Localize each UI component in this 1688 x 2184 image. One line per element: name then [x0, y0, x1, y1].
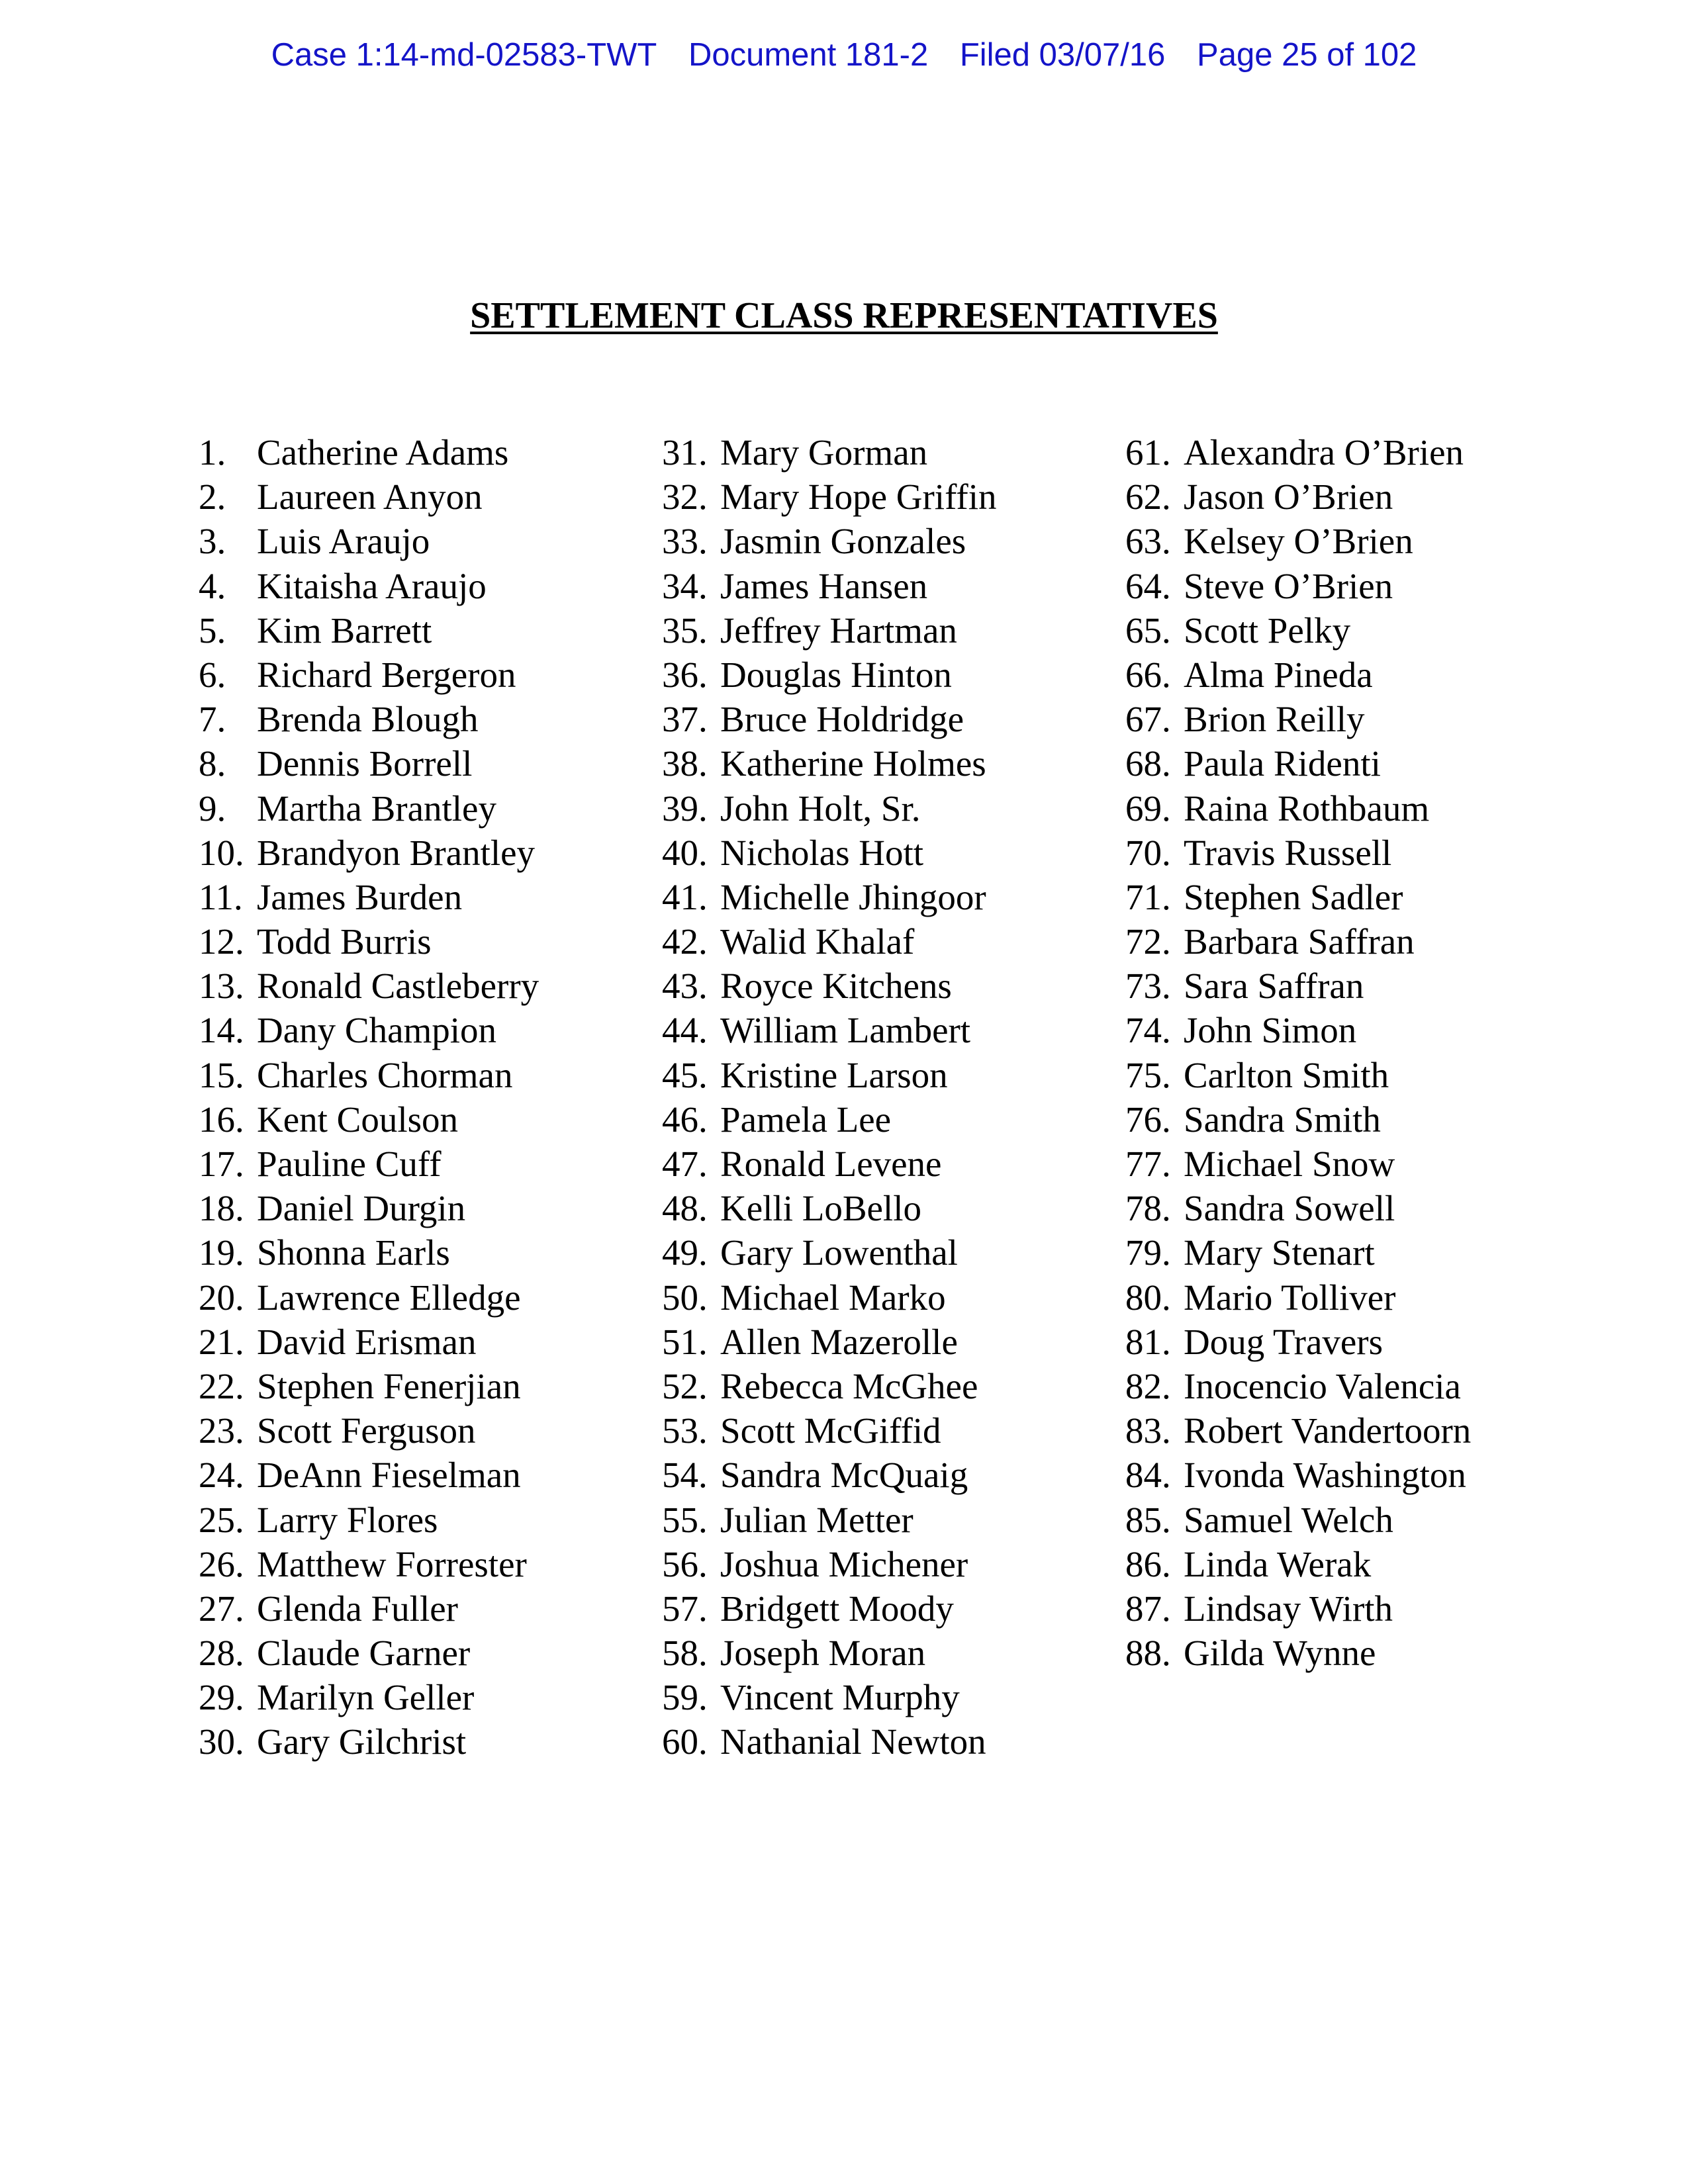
entry-number: 33. [662, 521, 708, 562]
filed-date: Filed 03/07/16 [959, 37, 1166, 73]
representative-entry [199, 475, 675, 519]
entry-number: 87. [1125, 1588, 1171, 1629]
representative-entry [1125, 475, 1602, 519]
representative-name: Michael Snow [1184, 1144, 1395, 1184]
representative-entry [1125, 1142, 1602, 1186]
entry-number: 72. [1125, 921, 1171, 962]
representative-name: Sandra McQuaig [720, 1455, 968, 1496]
representative-name: Carlton Smith [1184, 1054, 1389, 1095]
entry-number: 39. [662, 788, 708, 829]
entry-number: 67. [1125, 699, 1171, 740]
representative-entry [662, 741, 1139, 786]
representative-entry [662, 919, 1139, 964]
entry-number: 45. [662, 1054, 708, 1095]
representative-name: Larry Flores [257, 1499, 438, 1540]
representative-entry [199, 1631, 675, 1675]
entry-number: 82. [1125, 1365, 1171, 1406]
representative-name: Raina Rothbaum [1184, 788, 1430, 829]
entry-number: 28. [199, 1633, 244, 1674]
representative-name: Martha Brantley [257, 788, 496, 829]
representative-name: Kelsey O’Brien [1184, 521, 1413, 562]
representative-entry [662, 1719, 1139, 1764]
representative-name: Gilda Wynne [1184, 1633, 1376, 1674]
representative-entry [1125, 875, 1602, 919]
representative-name: Brenda Blough [257, 699, 479, 740]
representative-name: John Simon [1184, 1010, 1357, 1051]
entry-number: 43. [662, 966, 708, 1007]
representative-entry [199, 1053, 675, 1097]
entry-number: 62. [1125, 477, 1171, 518]
representative-name: Ivonda Washington [1184, 1455, 1466, 1496]
representative-entry [1125, 653, 1602, 697]
entry-number: 86. [1125, 1543, 1171, 1584]
representative-name: Shonna Earls [257, 1232, 450, 1273]
page-indicator: Page 25 of 102 [1197, 37, 1417, 73]
representative-entry [662, 1542, 1139, 1586]
representative-entry [662, 1320, 1139, 1364]
representative-entry [662, 1186, 1139, 1230]
representative-name: Douglas Hinton [720, 654, 952, 695]
entry-number: 42. [662, 921, 708, 962]
entry-number: 21. [199, 1321, 244, 1362]
entry-number: 81. [1125, 1321, 1171, 1362]
entry-number: 58. [662, 1633, 708, 1674]
representative-name: Doug Travers [1184, 1321, 1383, 1362]
representative-name: Scott McGiffid [720, 1410, 941, 1451]
representative-name: Brandyon Brantley [257, 832, 536, 873]
representative-name: Sandra Sowell [1184, 1188, 1395, 1229]
representative-entry [1125, 1498, 1602, 1542]
representative-entry [199, 564, 675, 608]
representative-name: DeAnn Fieselman [257, 1455, 521, 1496]
entry-number: 73. [1125, 966, 1171, 1007]
representative-entry [1125, 1364, 1602, 1408]
entry-number: 65. [1125, 610, 1171, 651]
representative-name: Stephen Sadler [1184, 876, 1403, 917]
representative-entry [1125, 1542, 1602, 1586]
representative-entry [1125, 1453, 1602, 1497]
representative-entry [662, 1053, 1139, 1097]
representative-entry [1125, 430, 1602, 475]
representative-entry [199, 1542, 675, 1586]
entry-number: 80. [1125, 1277, 1171, 1318]
representative-entry [1125, 519, 1602, 563]
entry-number: 53. [662, 1410, 708, 1451]
entry-number: 49. [662, 1232, 708, 1273]
representative-entry [1125, 1275, 1602, 1320]
entry-number: 47. [662, 1144, 708, 1184]
entry-number: 9. [199, 788, 226, 829]
entry-number: 57. [662, 1588, 708, 1629]
document-number: Document 181-2 [688, 37, 929, 73]
representative-name: Michael Marko [720, 1277, 946, 1318]
page-title: SETTLEMENT CLASS REPRESENTATIVES [470, 295, 1218, 336]
representative-name: Vincent Murphy [720, 1677, 960, 1718]
representative-name: Michelle Jhingoor [720, 876, 986, 917]
representative-entry [1125, 1586, 1602, 1631]
entry-number: 37. [662, 699, 708, 740]
case-header [0, 36, 1688, 73]
representative-name: Bruce Holdridge [720, 699, 964, 740]
entry-number: 54. [662, 1455, 708, 1496]
representative-entry [199, 919, 675, 964]
representative-name: Inocencio Valencia [1184, 1365, 1461, 1406]
entry-number: 52. [662, 1365, 708, 1406]
entry-number: 13. [199, 966, 244, 1007]
entry-number: 26. [199, 1543, 244, 1584]
representative-entry [662, 831, 1139, 875]
representative-name: Scott Ferguson [257, 1410, 476, 1451]
representative-name: Matthew Forrester [257, 1543, 527, 1584]
representative-entry [662, 964, 1139, 1008]
representative-entry [662, 1675, 1139, 1719]
entry-number: 29. [199, 1677, 244, 1718]
representative-entry [662, 1453, 1139, 1497]
representatives-column-3 [1125, 430, 1602, 1675]
representative-name: Jeffrey Hartman [720, 610, 957, 651]
representative-entry [662, 564, 1139, 608]
entry-number: 30. [199, 1721, 244, 1762]
representative-name: Ronald Levene [720, 1144, 942, 1184]
entry-number: 17. [199, 1144, 244, 1184]
representative-name: Laureen Anyon [257, 477, 483, 518]
entry-number: 70. [1125, 832, 1171, 873]
representative-entry [199, 1008, 675, 1052]
entry-number: 4. [199, 565, 226, 606]
representative-entry [199, 741, 675, 786]
entry-number: 69. [1125, 788, 1171, 829]
entry-number: 32. [662, 477, 708, 518]
representative-entry [199, 1186, 675, 1230]
entry-number: 85. [1125, 1499, 1171, 1540]
representative-name: Kitaisha Araujo [257, 565, 487, 606]
representative-name: Samuel Welch [1184, 1499, 1393, 1540]
representative-entry [199, 1498, 675, 1542]
representative-entry [1125, 564, 1602, 608]
entry-number: 64. [1125, 565, 1171, 606]
entry-number: 5. [199, 610, 226, 651]
entry-number: 15. [199, 1054, 244, 1095]
entry-number: 24. [199, 1455, 244, 1496]
representative-entry [199, 1320, 675, 1364]
representative-name: Kristine Larson [720, 1054, 948, 1095]
representative-name: Mary Gorman [720, 432, 928, 473]
entry-number: 71. [1125, 876, 1171, 917]
representative-name: Ronald Castleberry [257, 966, 539, 1007]
entry-number: 74. [1125, 1010, 1171, 1051]
representative-entry [199, 519, 675, 563]
representative-name: Joseph Moran [720, 1633, 926, 1674]
representative-entry [1125, 1053, 1602, 1097]
representative-entry [199, 608, 675, 653]
representative-name: Kelli LoBello [720, 1188, 921, 1229]
entry-number: 61. [1125, 432, 1171, 473]
representative-name: Nicholas Hott [720, 832, 924, 873]
entry-number: 60. [662, 1721, 708, 1762]
representative-name: Royce Kitchens [720, 966, 952, 1007]
representative-entry [199, 875, 675, 919]
representative-name: James Burden [257, 876, 463, 917]
representative-name: Nathanial Newton [720, 1721, 986, 1762]
representative-entry [1125, 608, 1602, 653]
representative-name: Glenda Fuller [257, 1588, 458, 1629]
entry-number: 6. [199, 654, 226, 695]
representatives-column-2 [662, 430, 1139, 1764]
entry-number: 18. [199, 1188, 244, 1229]
entry-number: 77. [1125, 1144, 1171, 1184]
representative-name: Todd Burris [257, 921, 432, 962]
representatives-column-1 [199, 430, 675, 1764]
representative-entry [199, 831, 675, 875]
entry-number: 76. [1125, 1099, 1171, 1140]
entry-number: 75. [1125, 1054, 1171, 1095]
representative-entry [1125, 1097, 1602, 1142]
representative-name: Brion Reilly [1184, 699, 1365, 740]
representative-entry [662, 1631, 1139, 1675]
entry-number: 46. [662, 1099, 708, 1140]
representative-entry [1125, 831, 1602, 875]
representative-name: Alma Pineda [1184, 654, 1373, 695]
representative-name: Steve O’Brien [1184, 565, 1393, 606]
entry-number: 66. [1125, 654, 1171, 695]
representative-name: Joshua Michener [720, 1543, 968, 1584]
representative-name: Pamela Lee [720, 1099, 892, 1140]
entry-number: 79. [1125, 1232, 1171, 1273]
representative-entry [199, 1142, 675, 1186]
representative-entry [662, 1275, 1139, 1320]
representative-name: Alexandra O’Brien [1184, 432, 1464, 473]
representative-entry [199, 1230, 675, 1275]
entry-number: 14. [199, 1010, 244, 1051]
representative-entry [662, 875, 1139, 919]
entry-number: 78. [1125, 1188, 1171, 1229]
representative-name: James Hansen [720, 565, 928, 606]
representative-entry [1125, 1186, 1602, 1230]
representative-entry [1125, 1631, 1602, 1675]
representative-name: Kim Barrett [257, 610, 432, 651]
entry-number: 68. [1125, 743, 1171, 784]
entry-number: 20. [199, 1277, 244, 1318]
entry-number: 40. [662, 832, 708, 873]
representative-entry [199, 1675, 675, 1719]
entry-number: 27. [199, 1588, 244, 1629]
entry-number: 35. [662, 610, 708, 651]
representative-name: Mary Hope Griffin [720, 477, 997, 518]
representative-entry [1125, 786, 1602, 831]
representative-name: David Erisman [257, 1321, 477, 1362]
representative-entry [662, 1008, 1139, 1052]
entry-number: 88. [1125, 1633, 1171, 1674]
entry-number: 7. [199, 699, 226, 740]
representative-name: Julian Metter [720, 1499, 914, 1540]
representative-entry [1125, 741, 1602, 786]
representative-name: Claude Garner [257, 1633, 471, 1674]
representative-entry [199, 1364, 675, 1408]
entry-number: 63. [1125, 521, 1171, 562]
representative-name: Rebecca McGhee [720, 1365, 978, 1406]
representative-entry [199, 1719, 675, 1764]
representative-entry [199, 1453, 675, 1497]
representative-entry [662, 653, 1139, 697]
entry-number: 84. [1125, 1455, 1171, 1496]
entry-number: 1. [199, 432, 226, 473]
representative-entry [662, 1408, 1139, 1453]
representative-entry [199, 430, 675, 475]
entry-number: 2. [199, 477, 226, 518]
representative-name: Daniel Durgin [257, 1188, 466, 1229]
representative-entry [662, 1230, 1139, 1275]
case-number: Case 1:14-md-02583-TWT [271, 37, 657, 73]
representative-name: Sara Saffran [1184, 966, 1364, 1007]
entry-number: 12. [199, 921, 244, 962]
representative-name: Marilyn Geller [257, 1677, 475, 1718]
representative-entry [1125, 1008, 1602, 1052]
representative-entry [1125, 1408, 1602, 1453]
representative-entry [199, 1586, 675, 1631]
representative-entry [1125, 697, 1602, 741]
representative-name: John Holt, Sr. [720, 788, 921, 829]
representative-entry [662, 1364, 1139, 1408]
representative-entry [199, 1275, 675, 1320]
representative-entry [662, 430, 1139, 475]
representative-name: Mario Tolliver [1184, 1277, 1396, 1318]
representative-name: Travis Russell [1184, 832, 1392, 873]
entry-number: 44. [662, 1010, 708, 1051]
representative-entry [1125, 964, 1602, 1008]
representative-name: Charles Chorman [257, 1054, 513, 1095]
representative-name: Mary Stenart [1184, 1232, 1375, 1273]
representative-name: Paula Ridenti [1184, 743, 1381, 784]
entry-number: 31. [662, 432, 708, 473]
representative-name: Sandra Smith [1184, 1099, 1381, 1140]
entry-number: 56. [662, 1543, 708, 1584]
entry-number: 51. [662, 1321, 708, 1362]
representative-name: Robert Vandertoorn [1184, 1410, 1472, 1451]
entry-number: 10. [199, 832, 244, 873]
representative-name: Bridgett Moody [720, 1588, 954, 1629]
representative-name: Lindsay Wirth [1184, 1588, 1393, 1629]
entry-number: 36. [662, 654, 708, 695]
representative-name: Stephen Fenerjian [257, 1365, 521, 1406]
representative-name: Richard Bergeron [257, 654, 516, 695]
representative-entry [1125, 1320, 1602, 1364]
representative-name: Linda Werak [1184, 1543, 1372, 1584]
representative-entry [199, 786, 675, 831]
representative-name: Catherine Adams [257, 432, 509, 473]
representative-name: Pauline Cuff [257, 1144, 442, 1184]
representative-name: Gary Gilchrist [257, 1721, 467, 1762]
entry-number: 83. [1125, 1410, 1171, 1451]
entry-number: 25. [199, 1499, 244, 1540]
entry-number: 41. [662, 876, 708, 917]
entry-number: 34. [662, 565, 708, 606]
representative-entry [662, 786, 1139, 831]
representative-entry [662, 1586, 1139, 1631]
entry-number: 16. [199, 1099, 244, 1140]
entry-number: 3. [199, 521, 226, 562]
representative-entry [662, 519, 1139, 563]
entry-number: 11. [199, 876, 243, 917]
representative-entry [662, 1142, 1139, 1186]
representative-name: Dany Champion [257, 1010, 497, 1051]
representative-entry [199, 964, 675, 1008]
representative-name: Jason O’Brien [1184, 477, 1393, 518]
representative-name: Jasmin Gonzales [720, 521, 966, 562]
representative-entry [199, 697, 675, 741]
representative-entry [662, 697, 1139, 741]
representative-name: Dennis Borrell [257, 743, 473, 784]
entry-number: 48. [662, 1188, 708, 1229]
representative-name: Gary Lowenthal [720, 1232, 958, 1273]
representative-name: Scott Pelky [1184, 610, 1351, 651]
entry-number: 23. [199, 1410, 244, 1451]
entry-number: 19. [199, 1232, 244, 1273]
representative-name: Kent Coulson [257, 1099, 459, 1140]
representative-name: Luis Araujo [257, 521, 430, 562]
representative-entry [199, 653, 675, 697]
representative-entry [662, 1097, 1139, 1142]
representative-name: William Lambert [720, 1010, 971, 1051]
representative-entry [662, 1498, 1139, 1542]
representative-name: Allen Mazerolle [720, 1321, 958, 1362]
entry-number: 38. [662, 743, 708, 784]
representative-entry [199, 1097, 675, 1142]
representative-entry [1125, 1230, 1602, 1275]
representative-name: Katherine Holmes [720, 743, 986, 784]
entry-number: 59. [662, 1677, 708, 1718]
entry-number: 50. [662, 1277, 708, 1318]
representative-name: Lawrence Elledge [257, 1277, 521, 1318]
representative-entry [662, 608, 1139, 653]
representative-name: Walid Khalaf [720, 921, 915, 962]
representative-entry [662, 475, 1139, 519]
representative-name: Barbara Saffran [1184, 921, 1415, 962]
representative-entry [199, 1408, 675, 1453]
entry-number: 8. [199, 743, 226, 784]
entry-number: 22. [199, 1365, 244, 1406]
representative-entry [1125, 919, 1602, 964]
entry-number: 55. [662, 1499, 708, 1540]
